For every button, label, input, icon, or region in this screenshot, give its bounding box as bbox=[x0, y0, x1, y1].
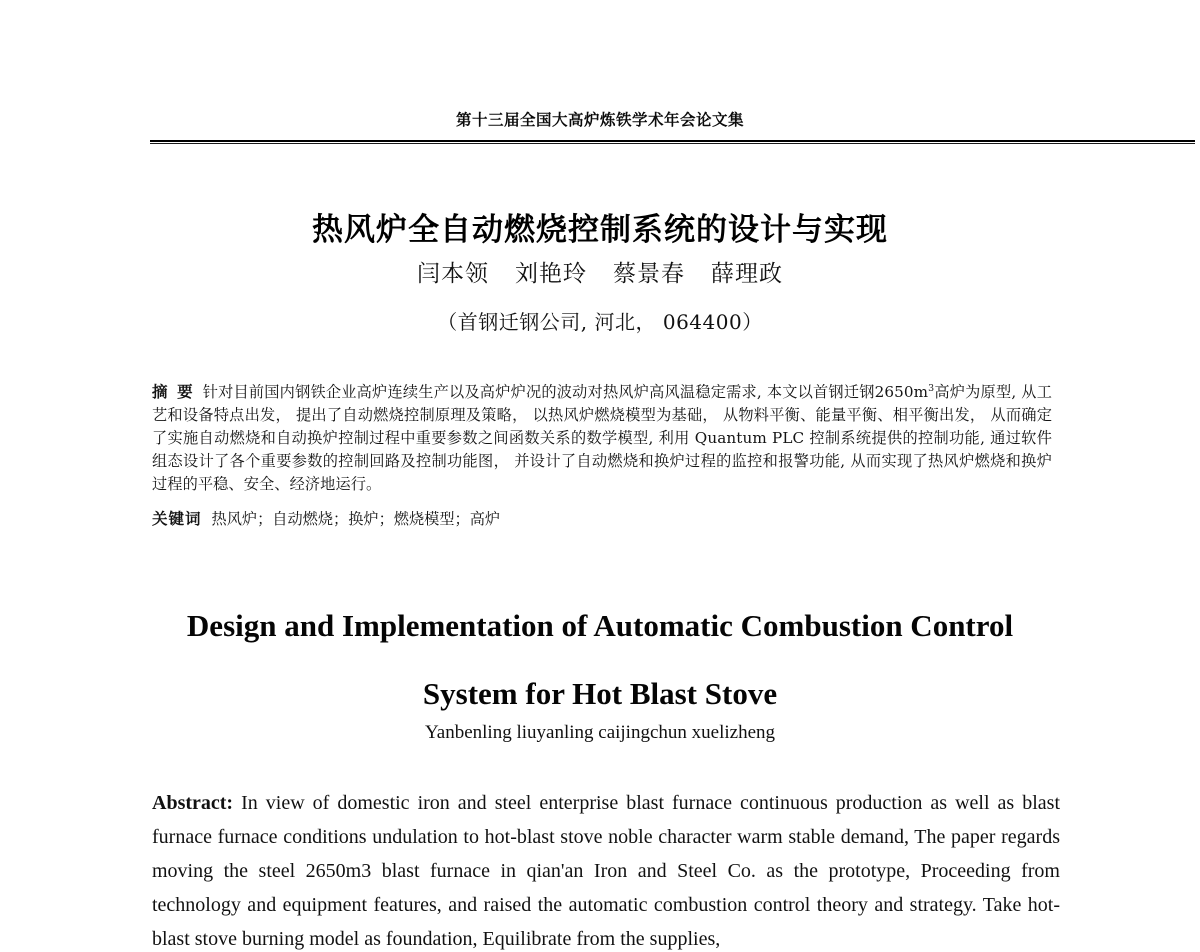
chinese-abstract-label: 摘 要 bbox=[152, 383, 195, 402]
running-header-text: 第十三届全国大高炉炼铁学术年会论文集 bbox=[455, 111, 744, 129]
english-title-line-1: Design and Implementation of Automatic Combustion Control bbox=[186, 607, 1014, 643]
author-name: 蔡景春 bbox=[613, 261, 685, 287]
chinese-abstract-text-part1: 针对目前国内钢铁企业高炉连续生产以及高炉炉况的波动对热风炉高风温稳定需求, 本文以首钢迁钢2650m bbox=[202, 383, 929, 402]
author-name: 闫本领 bbox=[417, 261, 489, 287]
header-divider-rules bbox=[150, 140, 1195, 144]
english-abstract-text: In view of domestic iron and steel enterprise blast furnace continuous production as well as blast furnace furnace conditions undulation to hot-blast stove noble character warm stable demand, The paper regards moving the steel 2650m3 blast furnace in qian'an Iron and Steel Co. as the prototype, Proceeding from technology and equipment features, and raised the automatic combustion control theory and strategy. Take hot-blast stove burning model as foundation, Equilibrate from the supplies, bbox=[152, 792, 1060, 950]
header-rule-thin bbox=[150, 143, 1195, 144]
running-header bbox=[0, 108, 1200, 130]
english-abstract-paragraph bbox=[152, 786, 1060, 952]
chinese-keywords-label: 关键词 bbox=[152, 510, 202, 528]
chinese-abstract bbox=[152, 377, 1052, 496]
english-abstract bbox=[152, 786, 1060, 952]
chinese-author-list bbox=[0, 255, 1200, 288]
author-name: 刘艳玲 bbox=[515, 261, 587, 287]
english-title bbox=[0, 592, 1200, 728]
chinese-keywords-text: 热风炉；自动燃烧；换炉；燃烧模型；高炉 bbox=[211, 510, 501, 528]
english-title-line-2: System for Hot Blast Stove bbox=[422, 675, 778, 711]
chinese-keywords bbox=[152, 508, 1052, 531]
chinese-affiliation: （首钢迁钢公司, 河北， 064400） bbox=[437, 310, 763, 334]
english-author-list: Yanbenling liuyanling caijingchun xuelizheng bbox=[424, 722, 776, 743]
chinese-abstract-unit-exponent: 3 bbox=[928, 383, 935, 394]
english-abstract-label: Abstract: bbox=[152, 792, 234, 814]
chinese-abstract-text-part2: 高炉为原型, 从工艺和设备特点出发， 提出了自动燃烧控制原理及策略， 以热风炉燃烧模型为基础， 从物料平衡、能量平衡、相平衡出发， 从而确定了实施自动燃烧和自动换炉控制过程中重要参数之间函数关系的数学模型, 利用 Quantum PLC 控制系统提供的控制功能, 通过软件组态设计了各个重要参数的控制回路及控制功能图， 并设计了自动燃烧和换炉过程的监控和报警功能, 从而实现了热风炉燃烧和换炉过程的平稳、安全、经济地运行。 bbox=[152, 383, 1052, 494]
author-name: 薛理政 bbox=[711, 261, 783, 287]
chinese-title: 热风炉全自动燃烧控制系统的设计与实现 bbox=[312, 211, 888, 248]
